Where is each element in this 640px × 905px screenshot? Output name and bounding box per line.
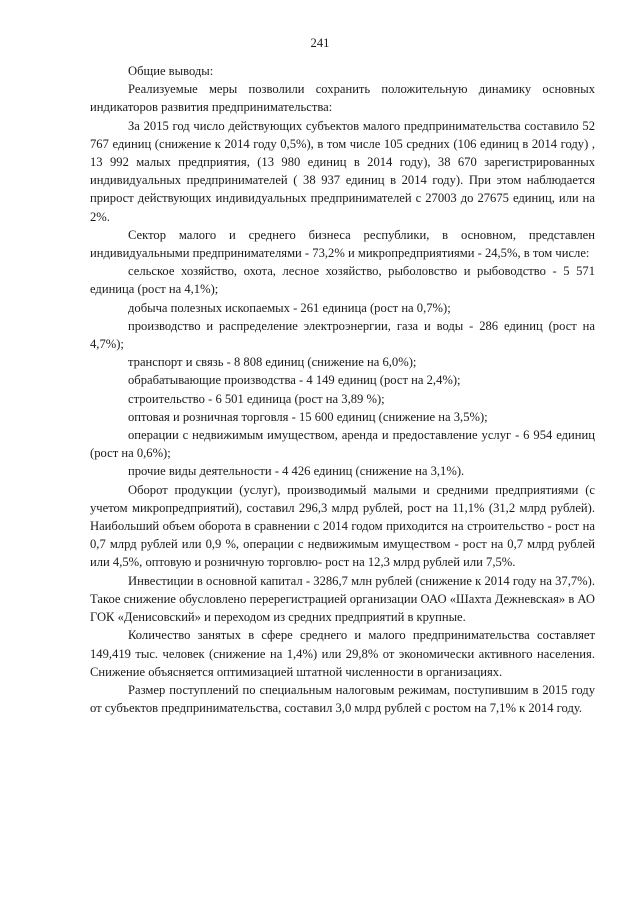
list-item-other: прочие виды деятельности - 4 426 единиц (снижение на 3,1%). <box>128 464 465 479</box>
body-text <box>90 62 595 717</box>
paragraph-investment: Инвестиции в основной капитал - 3286,7 млн рублей (снижение к 2014 году на 37,7%). Такое снижение обусловлено перерегистрацией организации ОАО «Шахта Дежневская» в АО ГОК «Денисовский» и переходом из средних предприятий в крупные. <box>90 573 595 625</box>
paragraph-intro: Реализуемые меры позволили сохранить положительную динамику основных индикаторов развития предпринимательства: <box>90 82 595 115</box>
list-item-mining: добыча полезных ископаемых - 261 единица (рост на 0,7%); <box>128 300 451 315</box>
paragraph-sme-count: За 2015 год число действующих субъектов малого предпринимательства составило 52 767 единиц (снижение к 2014 году 0,5%), в том числе 105 средних (106 единиц в 2014 году) , 13 992 малых предприятия, (13 980 единиц в 2014 году), 38 670 зарегистрированных индивидуальных предпринимателей ( 38 937 единиц в 2014 году). При этом наблюдается прирост действующих индивидуальных предпринимателей с 27003 до 27675 единиц, или на 2%. <box>90 118 595 224</box>
paragraph-employment: Количество занятых в сфере среднего и малого предпринимательства составляет 149,419 тыс. человек (снижение на 1,4%) или 29,8% от экономически активного населения. Снижение объясняется оптимизацией штатной численности в организациях. <box>90 628 595 679</box>
list-item-transport: транспорт и связь - 8 808 единиц (снижение на 6,0%); <box>128 355 417 370</box>
list-item-manufacturing: обрабатывающие производства - 4 149 единиц (рост на 2,4%); <box>128 373 461 388</box>
list-item-agriculture: сельское хозяйство, охота, лесное хозяйство, рыболовство и рыбоводство - 5 571 единица (рост на 4,1%); <box>90 264 595 297</box>
paragraph-sector-structure: Сектор малого и среднего бизнеса республики, в основном, представлен индивидуальными предпринимателями - 73,2% и микропредприятиями - 24,5%, в том числе: <box>90 227 595 261</box>
list-item-construction: строительство - 6 501 единица (рост на 3,89 %); <box>128 391 385 406</box>
list-item-trade: оптовая и розничная торговля - 15 600 единиц (снижение на 3,5%); <box>128 409 488 424</box>
paragraph-turnover: Оборот продукции (услуг), производимый малыми и средними предприятиями (с учетом микропредприятий), составил 296,3 млрд рублей, рост на 11,1% (31,2 млрд рублей). Наибольший объем оборота в сравнении с 2014 годом приходится на строительство - рост на 0,7 млрд рублей или 0,9 %, операции с недвижимым имуществом - рост на 0,7 млрд рублей или 4,5%, оптовую и розничную торговлю- рост на 12,3 млрд рублей или 7,5%. <box>90 482 595 570</box>
paragraph-summary-heading: Общие выводы: <box>128 64 214 78</box>
list-item-real-estate: операции с недвижимым имуществом, аренда и предоставление услуг - 6 954 единиц (рост на 0,6%); <box>90 428 595 461</box>
list-item-energy: производство и распределение электроэнергии, газа и воды - 286 единиц (рост на 4,7%); <box>90 318 595 352</box>
paragraph-tax-revenue: Размер поступлений по специальным налоговым режимам, поступившим в 2015 году от субъектов предпринимательства, составил 3,0 млрд рублей с ростом на 7,1% к 2014 году. <box>90 682 595 716</box>
page-number: 241 <box>310 36 330 50</box>
